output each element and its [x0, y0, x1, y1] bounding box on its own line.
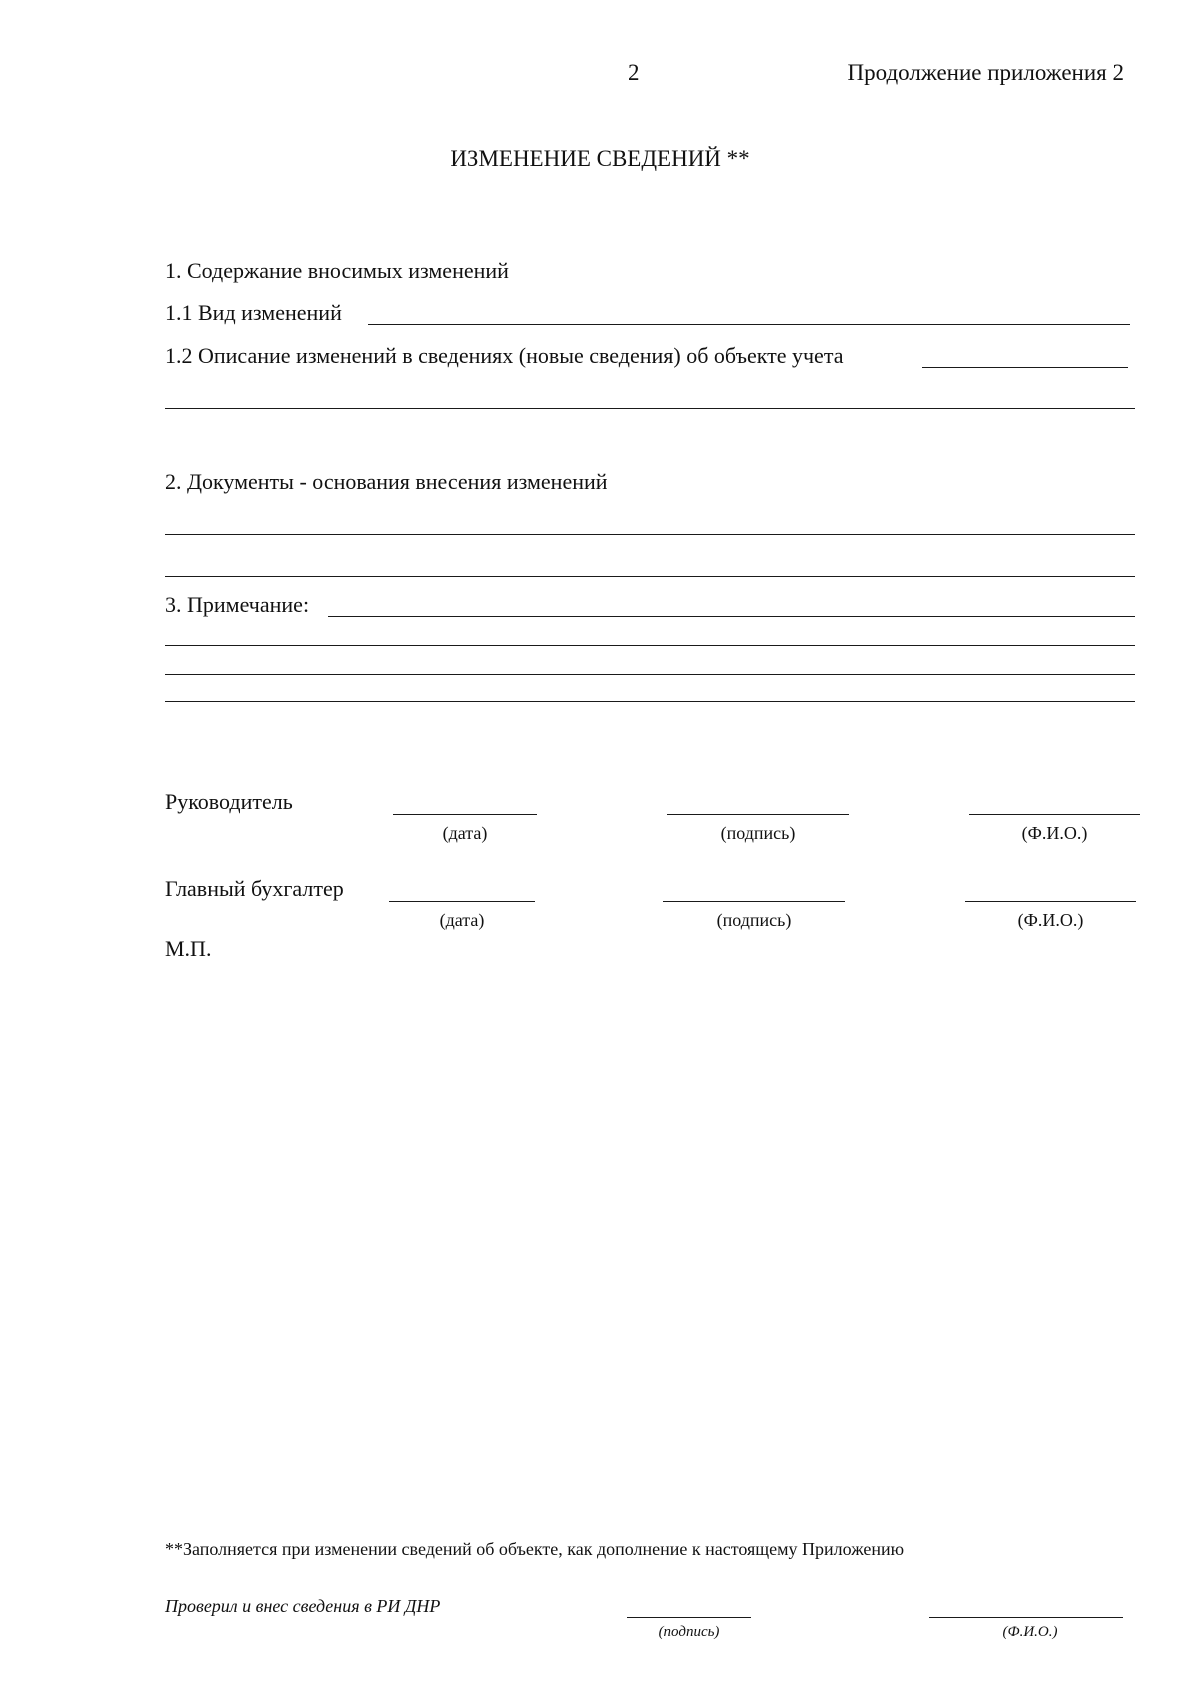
head-date-field[interactable]: [393, 814, 537, 815]
note-field-line4[interactable]: [165, 701, 1135, 702]
head-signature-field[interactable]: [667, 814, 849, 815]
section2-heading: 2. Документы - основания внесения изменений: [165, 469, 608, 494]
change-description-field[interactable]: [922, 367, 1128, 368]
verification-signature-caption: (подпись): [658, 1624, 720, 1640]
accountant-date-field[interactable]: [389, 901, 535, 902]
page-title: ИЗМЕНЕНИЕ СВЕДЕНИЙ **: [450, 146, 750, 171]
accountant-signature-field[interactable]: [663, 901, 845, 902]
footnote: **Заполняется при изменении сведений об объекте, как дополнение к настоящему Приложению: [165, 1539, 905, 1559]
head-fio-field[interactable]: [969, 814, 1140, 815]
note-field-line1[interactable]: [328, 616, 1135, 617]
stamp-mark: М.П.: [165, 936, 212, 961]
accountant-signature-caption: (подпись): [716, 910, 792, 930]
accountant-date-caption: (дата): [439, 910, 485, 930]
change-description-field-line2[interactable]: [165, 408, 1135, 409]
basis-documents-field-line2[interactable]: [165, 576, 1135, 577]
section3-heading: 3. Примечание:: [165, 592, 310, 617]
verification-label: Проверил и внес сведения в РИ ДНР: [165, 1596, 441, 1616]
verification-signature-field[interactable]: [627, 1617, 751, 1618]
page-number: 2: [628, 60, 640, 85]
verification-fio-field[interactable]: [929, 1617, 1123, 1618]
change-description-label: 1.2 Описание изменений в сведениях (новые сведения) об объекте учета: [165, 343, 844, 368]
basis-documents-field-line1[interactable]: [165, 534, 1135, 535]
note-field-line3[interactable]: [165, 674, 1135, 675]
accountant-label: Главный бухгалтер: [165, 876, 344, 901]
section1-heading: 1. Содержание вносимых изменений: [165, 258, 509, 283]
note-field-line2[interactable]: [165, 645, 1135, 646]
change-type-field[interactable]: [368, 324, 1130, 325]
verification-fio-caption: (Ф.И.О.): [1002, 1624, 1058, 1640]
accountant-fio-caption: (Ф.И.О.): [1017, 910, 1084, 930]
change-type-label: 1.1 Вид изменений: [165, 300, 342, 325]
head-date-caption: (дата): [442, 823, 488, 843]
head-label: Руководитель: [165, 789, 293, 814]
head-fio-caption: (Ф.И.О.): [1021, 823, 1088, 843]
accountant-fio-field[interactable]: [965, 901, 1136, 902]
continuation-caption: Продолжение приложения 2: [847, 60, 1124, 85]
head-signature-caption: (подпись): [720, 823, 796, 843]
